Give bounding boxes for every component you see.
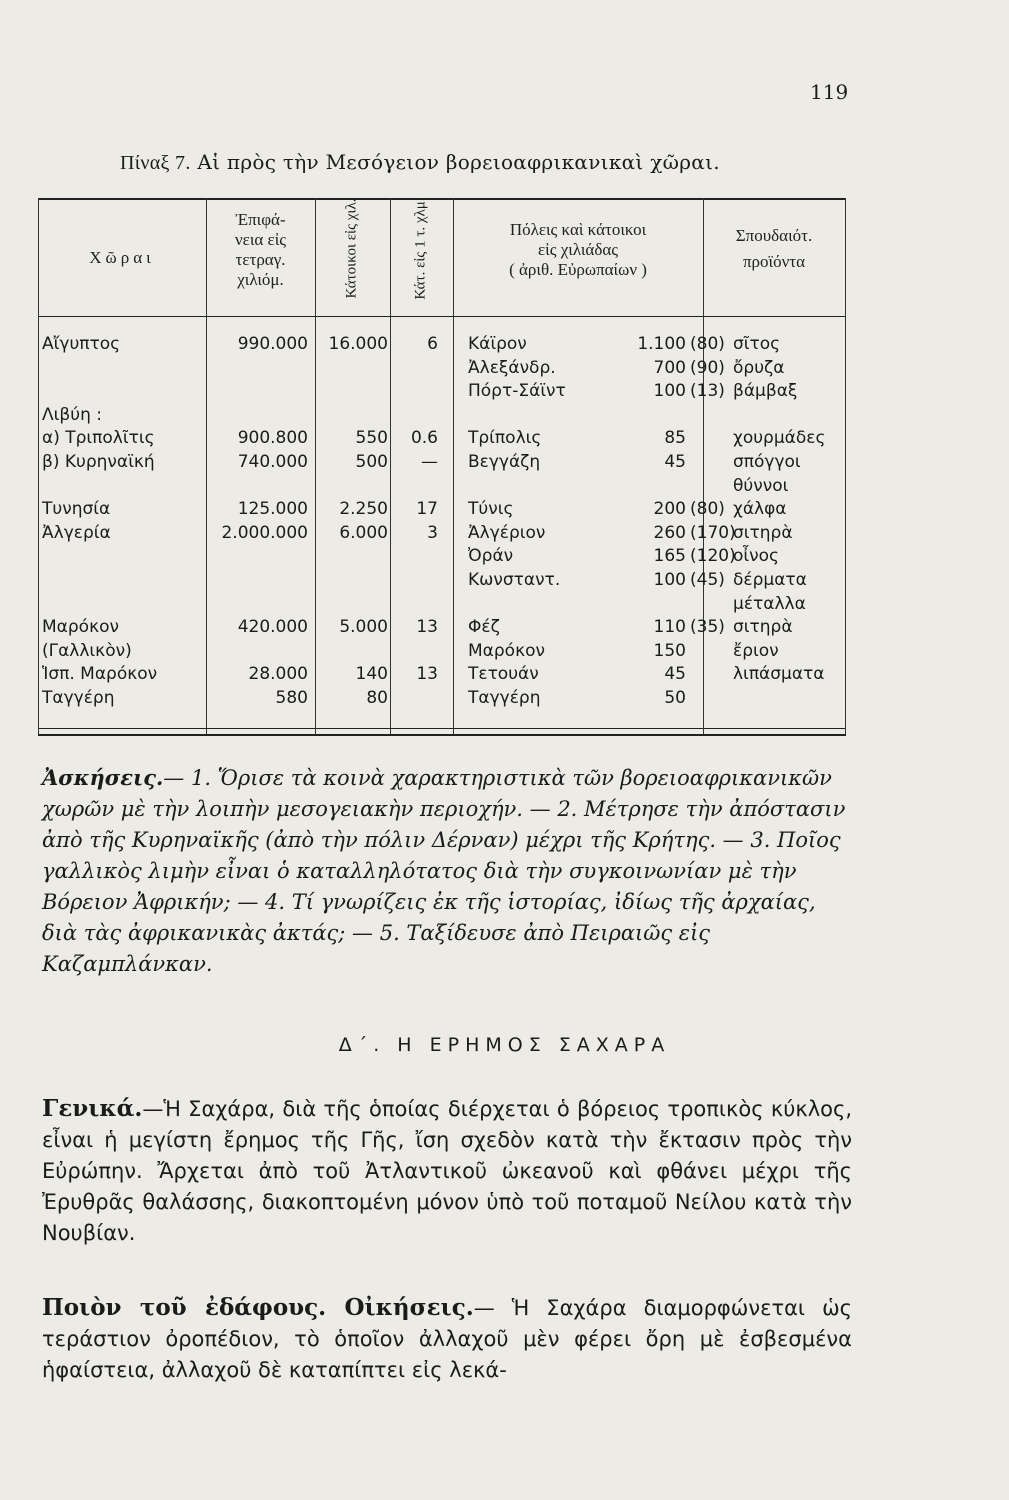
table-row xyxy=(38,546,846,570)
table-rule-top xyxy=(38,198,846,200)
cell-area: 2.000.000 xyxy=(221,522,308,543)
table-row xyxy=(38,499,846,523)
cell-city-population: 50 xyxy=(664,688,686,708)
cell-country: β) Κυρηναϊκή xyxy=(42,452,155,472)
cell-product: σῖτος xyxy=(733,334,781,354)
table-row xyxy=(38,381,846,405)
header-population: Κάτοικοι εἰς χιλ. xyxy=(343,198,360,299)
paragraph-general-lead: Γενικά. xyxy=(42,1095,143,1122)
cell-area: 125.000 xyxy=(237,499,308,520)
cell-density: 0.6 xyxy=(410,428,438,449)
cell-country: Τυνησία xyxy=(42,499,111,520)
cell-city-population: 85 xyxy=(664,428,686,449)
exercises-lead: Ἀσκήσεις. xyxy=(42,765,164,790)
header-cities-line: ( ἀριθ. Εὐρωπαίων ) xyxy=(509,260,647,279)
header-area-line: νεια εἰς xyxy=(235,230,286,249)
header-cities-line: Πόλεις καὶ κάτοικοι xyxy=(509,220,647,239)
table-row xyxy=(38,688,846,712)
cell-city: Τύνις xyxy=(468,499,514,520)
cell-product: σπόγγοι xyxy=(733,452,801,472)
cell-city: Ἀλεξάνδρ. xyxy=(468,357,556,378)
cell-country: Αἴγυπτος xyxy=(42,334,121,354)
cell-city: Φέζ xyxy=(468,617,500,638)
cell-product: μέταλλα xyxy=(733,593,806,614)
cell-europeans: (80) xyxy=(690,334,725,354)
cell-country: α) Τριπολῖτις xyxy=(42,428,155,449)
cell-population: 140 xyxy=(355,664,388,685)
cell-product: χάλφα xyxy=(733,499,787,520)
header-area-line: τετραγ. xyxy=(235,250,286,269)
paragraph-soil-text: — Ἡ Σαχάρα διαμορφώνεται ὡς τεράστιον ὀροπέδιον, τὸ ὁποῖον ἀλλαχοῦ μὲν φέρει ὄρη μὲ ἐσβεσμένα ἡφαίστεια, ἀλλαχοῦ δὲ καταπίπτει εἰς λεκά- xyxy=(42,1296,852,1382)
paragraph-general-text: —Ἡ Σαχάρα, διὰ τῆς ὁποίας διέρχεται ὁ βόρειος τροπικὸς κύκλος, εἶναι ἡ μεγίστη ἔρημος τῆς Γῆς, ἴση σχεδὸν κατὰ τὴν ἔκτασιν πρὸς τὴν Εὐρώπην. Ἄρχεται ἀπὸ τοῦ Ἀτλαντικοῦ ὠκεανοῦ καὶ φθάνει μέχρι τῆς Ἐρυθρᾶς θαλάσσης, διακοπτομένη μόνον ὑπὸ τοῦ ποταμοῦ Νείλου κατὰ τὴν Νουβίαν. xyxy=(42,1097,852,1245)
cell-country: (Γαλλικὸν) xyxy=(42,640,132,661)
table-row xyxy=(38,523,846,547)
cell-density: — xyxy=(421,452,438,472)
cell-product: σιτηρὰ xyxy=(733,617,793,638)
cell-city: Ταγγέρη xyxy=(468,688,541,708)
cell-country: Ταγγέρη xyxy=(42,688,115,708)
header-products xyxy=(703,226,845,272)
cell-city: Μαρόκον xyxy=(468,640,545,661)
table-row xyxy=(38,641,846,665)
cell-city-population: 700 xyxy=(653,357,686,378)
cell-area: 900.800 xyxy=(237,428,308,449)
cell-product: οἶνος xyxy=(733,546,780,567)
cell-country: Ἱσπ. Μαρόκον xyxy=(42,664,158,685)
cell-city-population: 200 xyxy=(653,499,686,520)
paragraph-soil-lead: Ποιὸν τοῦ ἐδάφους. Οἰκήσεις. xyxy=(42,1294,474,1321)
page-number: 119 xyxy=(810,80,849,104)
cell-city: Βεγγάζη xyxy=(468,452,541,472)
cell-city: Ὀράν xyxy=(468,546,514,567)
cell-city-population: 1.100 xyxy=(637,334,686,354)
header-products-line: προϊόντα xyxy=(742,252,806,271)
cell-density: 13 xyxy=(416,617,438,638)
cell-city-population: 45 xyxy=(664,452,686,472)
table-row xyxy=(38,358,846,382)
header-area xyxy=(206,210,315,290)
cell-area: 580 xyxy=(275,688,308,708)
cell-europeans: (45) xyxy=(690,570,725,590)
cell-city: Τρίπολις xyxy=(468,428,542,449)
table-rule-header xyxy=(38,316,846,317)
table-row xyxy=(38,476,846,500)
cell-europeans: (120) xyxy=(690,546,736,567)
table-caption-title: Αἱ πρὸς τὴν Μεσόγειον βορειοαφρικανικαὶ χῶραι. xyxy=(197,150,720,174)
cell-area: 420.000 xyxy=(237,617,308,638)
table-row xyxy=(38,428,846,452)
exercises-text: — 1. Ὅρισε τὰ κοινὰ χαρακτηριστικὰ τῶν βορειοαφρικανικῶν χωρῶν μὲ τὴν λοιπὴν μεσογειακὴν περιοχήν. — 2. Μέτρησε τὴν ἀπόστασιν ἀπὸ τῆς Κυρηναϊκῆς (ἀπὸ τὴν πόλιν Δέρναν) μέχρι τῆς Κρήτης. — 3. Ποῖος γαλλικὸς λιμὴν εἶναι ὁ καταλληλότατος διὰ τὴν συγκοινωνίαν μὲ τὴν Βόρειον Ἀφρικήν; — 4. Τί γνωρίζεις ἐκ τῆς ἱστορίας, ἰδίως τῆς ἀρχαίας, διὰ τὰς ἀφρικανικὰς ἀκτάς; — 5. Ταξίδευσε ἀπὸ Πειραιῶς εἰς Καζαμπλάνκαν. xyxy=(42,766,846,976)
header-density: Κάτ. εἰς 1 τ. χλμ. xyxy=(412,197,429,300)
cell-area: 740.000 xyxy=(237,452,308,472)
cell-europeans: (170) xyxy=(690,522,736,543)
cell-city-population: 45 xyxy=(664,664,686,685)
table-rule-bottom xyxy=(38,728,846,729)
cell-europeans: (13) xyxy=(690,381,725,402)
header-products-line: Σπουδαιότ. xyxy=(735,226,813,245)
cell-city-population: 260 xyxy=(653,522,686,543)
cell-europeans: (80) xyxy=(690,499,725,520)
cell-area: 28.000 xyxy=(248,664,308,685)
cell-europeans: (90) xyxy=(690,357,725,378)
cell-population: 2.250 xyxy=(339,499,388,520)
cell-product: σιτηρὰ xyxy=(733,522,793,543)
cell-product: ἔριον xyxy=(733,640,779,661)
paragraph-general xyxy=(42,1093,852,1249)
table-row xyxy=(38,617,846,641)
table-caption-label: Πίναξ 7. xyxy=(120,152,191,174)
cell-density: 13 xyxy=(416,664,438,685)
section-heading: Δ΄. Η ΕΡΗΜΟΣ ΣΑΧΑΡΑ xyxy=(338,1034,671,1056)
header-area-line: χιλιόμ. xyxy=(237,270,284,289)
cell-product: λιπάσματα xyxy=(733,664,825,685)
cell-city-population: 165 xyxy=(653,546,686,567)
cell-population: 6.000 xyxy=(339,522,388,543)
cell-area: 990.000 xyxy=(237,334,308,354)
table-row xyxy=(38,664,846,688)
cell-city-population: 150 xyxy=(653,640,686,661)
cell-city-population: 100 xyxy=(653,381,686,402)
cell-density: 3 xyxy=(427,522,438,543)
cell-city: Τετουάν xyxy=(468,664,539,685)
cell-country: Ἀλγερία xyxy=(42,522,111,543)
table-caption xyxy=(120,150,720,175)
cell-product: θύννοι xyxy=(733,475,789,496)
table-row xyxy=(38,570,846,594)
countries-table xyxy=(38,198,846,736)
table-row xyxy=(38,594,846,618)
cell-country: Μαρόκον xyxy=(42,617,119,638)
header-countries: Χῶραι xyxy=(89,248,155,267)
cell-city: Κάϊρον xyxy=(468,334,527,354)
exercises xyxy=(42,762,852,980)
cell-product: βάμβαξ xyxy=(733,381,798,402)
cell-city: Πόρτ-Σάϊντ xyxy=(468,381,566,402)
paragraph-soil xyxy=(42,1292,852,1386)
cell-product: δέρματα xyxy=(733,570,807,590)
header-area-line: Ἐπιφά- xyxy=(235,210,286,229)
table-row xyxy=(38,405,846,429)
header-cities-line: εἰς χιλιάδας xyxy=(538,240,618,259)
cell-population: 550 xyxy=(355,428,388,449)
table-row xyxy=(38,452,846,476)
cell-product: χουρμάδες xyxy=(733,428,826,449)
table-row xyxy=(38,334,846,358)
cell-population: 80 xyxy=(366,688,388,708)
cell-europeans: (35) xyxy=(690,617,725,638)
cell-city-population: 110 xyxy=(653,617,686,638)
cell-population: 5.000 xyxy=(339,617,388,638)
cell-population: 16.000 xyxy=(328,334,388,354)
cell-density: 6 xyxy=(427,334,438,354)
cell-density: 17 xyxy=(416,499,438,520)
table-rule-bottom-thick xyxy=(38,734,846,736)
cell-city: Ἀλγέριον xyxy=(468,522,546,543)
cell-country: Λιβύη : xyxy=(42,404,102,425)
cell-city: Κωνσταντ. xyxy=(468,570,561,590)
header-cities xyxy=(453,220,703,280)
cell-product: ὄρυζα xyxy=(733,357,785,378)
cell-city-population: 100 xyxy=(653,570,686,590)
cell-population: 500 xyxy=(355,452,388,472)
